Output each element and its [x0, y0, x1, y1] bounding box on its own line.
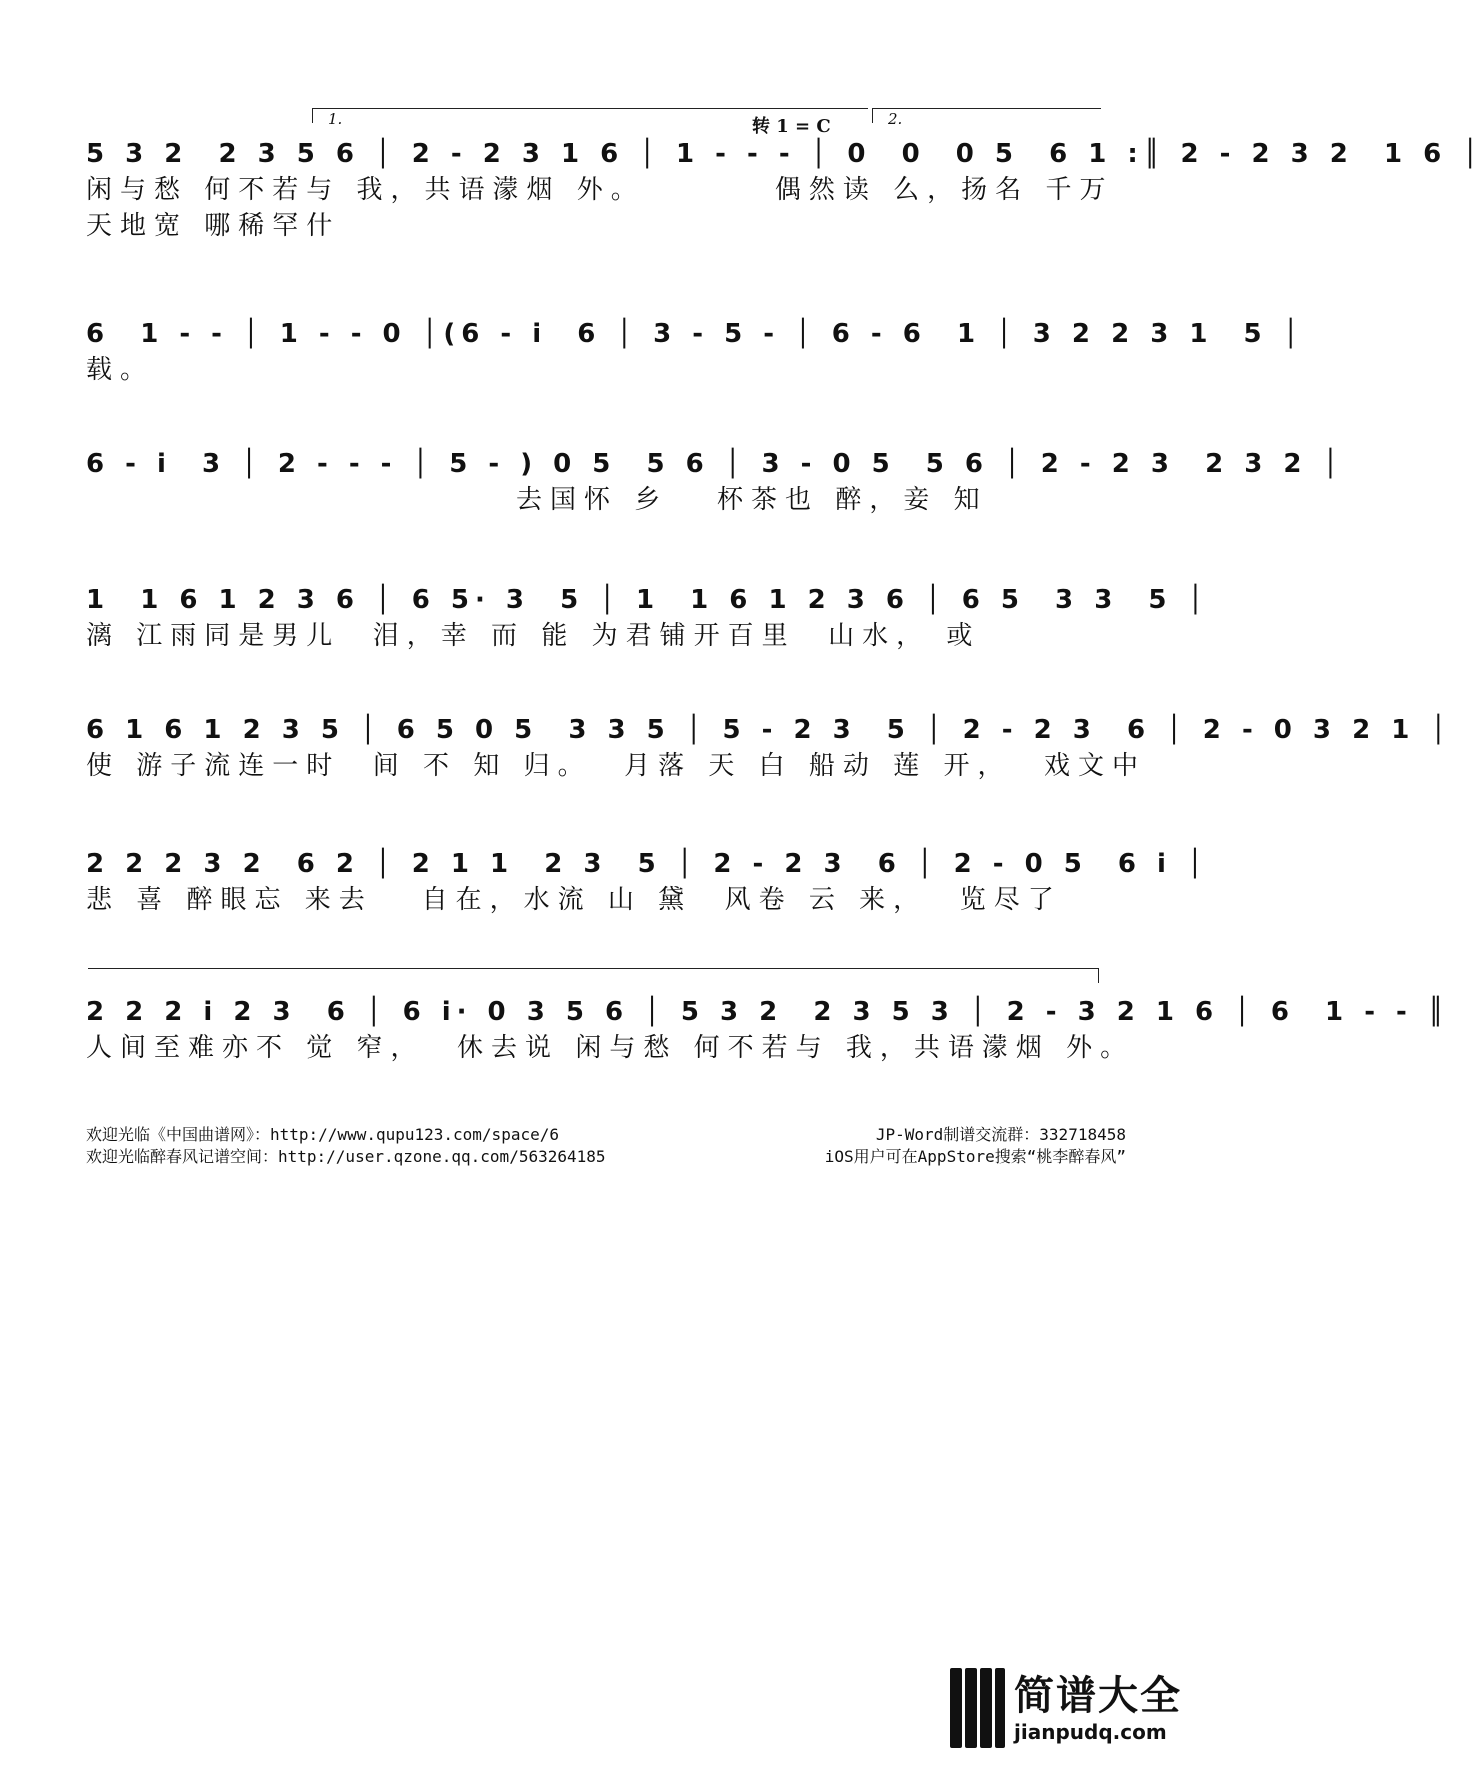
- lyric-line: 去国怀 乡 杯茶也 醉，妾 知: [516, 485, 988, 515]
- footer-credits: [86, 1124, 1126, 1168]
- notation-line: 2 2 2 i 2 3 6 │ 6 i· 0 3 5 6 │ 5 3 2 2 3 5 3 │ 2 - 3 2 1 6 │ 6 1 - - ║: [86, 997, 1450, 1027]
- piano-keys-icon: [950, 1668, 1006, 1748]
- notation-line: 1 1 6 1 2 3 6 │ 6 5· 3 5 │ 1 1 6 1 2 3 6 │ 6 5 3 3 5 │: [86, 585, 1210, 615]
- notation-line: 6 - i 3 │ 2 - - - │ 5 - ) 0 5 5 6 │ 3 - 0 5 5 6 │ 2 - 2 3 2 3 2 │: [86, 449, 1345, 479]
- notation-line: 2 2 2 3 2 6 2 │ 2 1 1 2 3 5 │ 2 - 2 3 6 │ 2 - 0 5 6 i │: [86, 849, 1209, 879]
- score-system-2: [86, 316, 1305, 388]
- volta-final-bracket: [88, 968, 1099, 983]
- lyric-line: 漓 江雨同是男儿 泪，幸 而 能 为君铺开百里 山水， 或: [86, 621, 981, 651]
- lyric-line: 天地宽 哪稀罕什: [86, 211, 341, 241]
- footer-group-info: JP-Word制谱交流群：332718458: [875, 1125, 1126, 1144]
- lyric-line: 载。: [86, 355, 155, 385]
- footer-space-link[interactable]: 欢迎光临醉春风记谱空间：http://user.qzone.qq.com/563264185: [86, 1147, 606, 1166]
- score-system-5: [86, 712, 1453, 784]
- score-system-6: [86, 846, 1209, 918]
- footer-ios-info: iOS用户可在AppStore搜索“桃李醉春风”: [824, 1147, 1126, 1166]
- score-system-3: [86, 446, 1345, 518]
- notation-line: 6 1 6 1 2 3 5 │ 6 5 0 5 3 3 5 │ 5 - 2 3 5 │ 2 - 2 3 6 │ 2 - 0 3 2 1 │: [86, 715, 1453, 745]
- site-logo[interactable]: [950, 1664, 1180, 1754]
- lyric-line: 人间至难亦不 觉 窄， 休去说 闲与愁 何不若与 我，共语濛烟 外。: [86, 1033, 1135, 1063]
- notation-line: 5 3 2 2 3 5 6 │ 2 - 2 3 1 6 │ 1 - - - │ 0 0 0 5 6 1 :║ 2 - 2 3 2 1 6 │: [86, 139, 1484, 169]
- lyric-line: 使 游子流连一时 间 不 知 归。 月落 天 白 船动 莲 开， 戏文中: [86, 751, 1146, 781]
- score-system-4: [86, 582, 1210, 654]
- key-change-label: 转 1 = C: [752, 116, 831, 137]
- volta-first-label: 1.: [328, 110, 343, 128]
- score-system-1: [86, 136, 1484, 244]
- score-system-7: [86, 994, 1450, 1066]
- lyric-line: 闲与愁 何不若与 我，共语濛烟 外。 偶然读 么，扬名 千万: [86, 175, 1114, 205]
- lyric-line: 悲 喜 醉眼忘 来去 自在，水流 山 黛 风卷 云 来， 览尽了: [86, 885, 1062, 915]
- logo-url: jianpudq.com: [1014, 1720, 1167, 1744]
- logo-title: 简谱大全: [1014, 1673, 1182, 1719]
- footer-site-link[interactable]: 欢迎光临《中国曲谱网》：http://www.qupu123.com/space/6: [86, 1125, 559, 1144]
- volta-second-label: 2.: [888, 110, 903, 128]
- volta-second-bracket: [872, 108, 1101, 123]
- notation-line: 6 1 - - │ 1 - - 0 │(6 - i 6 │ 3 - 5 - │ 6 - 6 1 │ 3 2 2 3 1 5 │: [86, 319, 1305, 349]
